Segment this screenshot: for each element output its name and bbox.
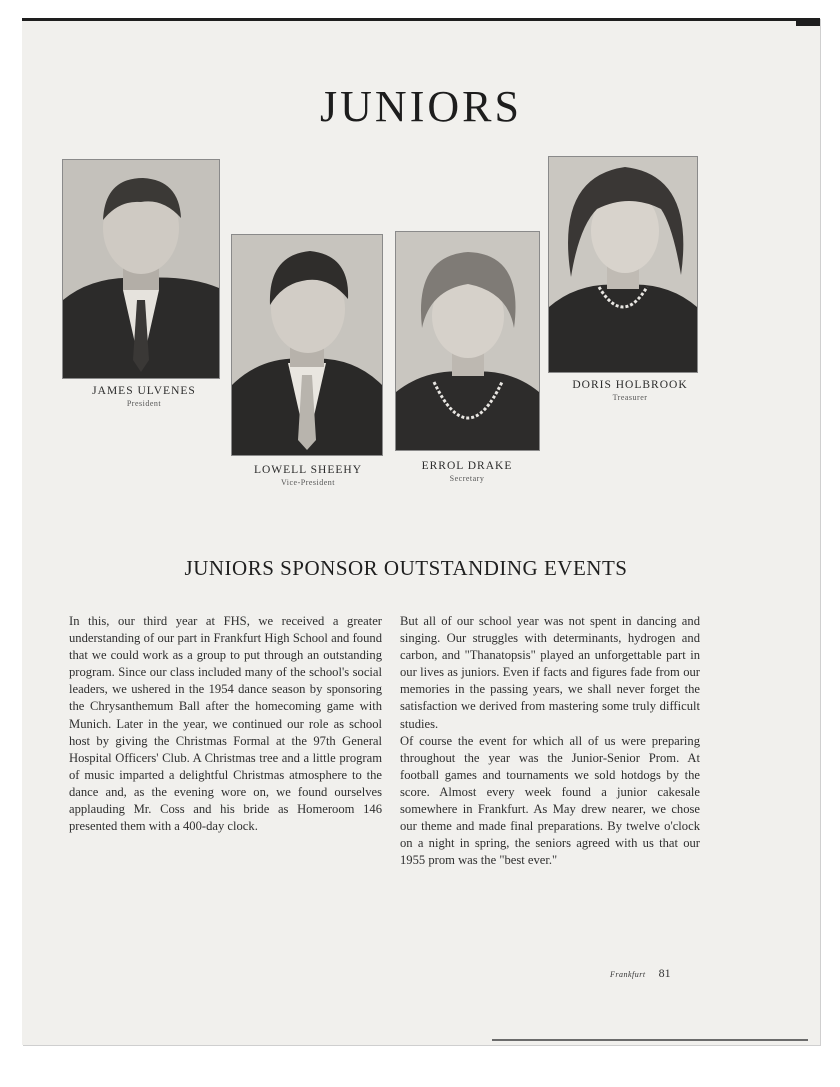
officer-role: President (126, 399, 162, 408)
portrait-photo-president (62, 159, 220, 379)
portrait-photo-vice-president (231, 234, 383, 456)
officer-name: LOWELL SHEEHY (253, 464, 363, 476)
page-folio (610, 966, 671, 981)
portrait-photo-secretary (395, 231, 540, 451)
officer-name: DORIS HOLBROOK (572, 379, 688, 391)
page-number: 81 (658, 966, 671, 980)
page-corner-mark (796, 18, 820, 26)
yearbook-page (22, 18, 820, 1045)
officer-role: Secretary (449, 474, 485, 483)
folio-publication: Frankfurt (610, 970, 646, 979)
officer-name: JAMES ULVENES (92, 385, 196, 397)
article-paragraph: But all of our school year was not spent in dancing and singing. Our struggles with determinants, hydrogen and carbon, and "Thanatopsis" played an unforgettable part in our lives as juniors. Even if facts and figures fade from our memories in the passing years, we shall never forget the satisfaction we derived from mastering some truly difficult studies. (400, 614, 700, 731)
article-column-left (69, 613, 382, 835)
article-paragraph: In this, our third year at FHS, we received a greater understanding of our part in Frankfurt High School and found that we could work as a group to put through an outstanding program. Since our class included many of the school's social leaders, we ushered in the 1954 dance season by sponsoring the Chrysanthemum Ball after the homecoming game with Munich. Later in the year, we continued our role as school host by giving the Christmas Formal at the 97th General Hospital Officers' Club. A Christmas tree and a little program of music imparted a delightful Christmas atmosphere to the dance and, as the evening wore on, we found ourselves applauding Mr. Coss and his bride as Homeroom 146 presented them with a 400-day clock. (69, 614, 382, 834)
officer-caption-secretary (367, 460, 567, 483)
portrait-photo-treasurer (548, 156, 698, 373)
page-title: JUNIORS (320, 82, 522, 131)
bottom-rule (492, 1039, 808, 1041)
officer-name: ERROL DRAKE (421, 460, 513, 472)
section-heading: JUNIORS SPONSOR OUTSTANDING EVENTS (184, 556, 628, 580)
article-paragraph: Of course the event for which all of us were preparing throughout the year was the Junior-Senior Prom. At football games and tournaments we sold hotdogs by the score. Almost every week found a junior cakesale somewhere in Frankfurt. As May drew nearer, we chose our theme and made final preparations. By twelve o'clock on a night in spring, the seniors agreed with us that our 1955 prom was the "best ever." (400, 733, 700, 868)
article-column-right (400, 613, 700, 869)
officer-caption-treasurer (530, 379, 730, 402)
officer-role: Treasurer (612, 393, 648, 402)
officer-caption-president (44, 385, 244, 408)
officer-role: Vice-President (280, 478, 336, 487)
